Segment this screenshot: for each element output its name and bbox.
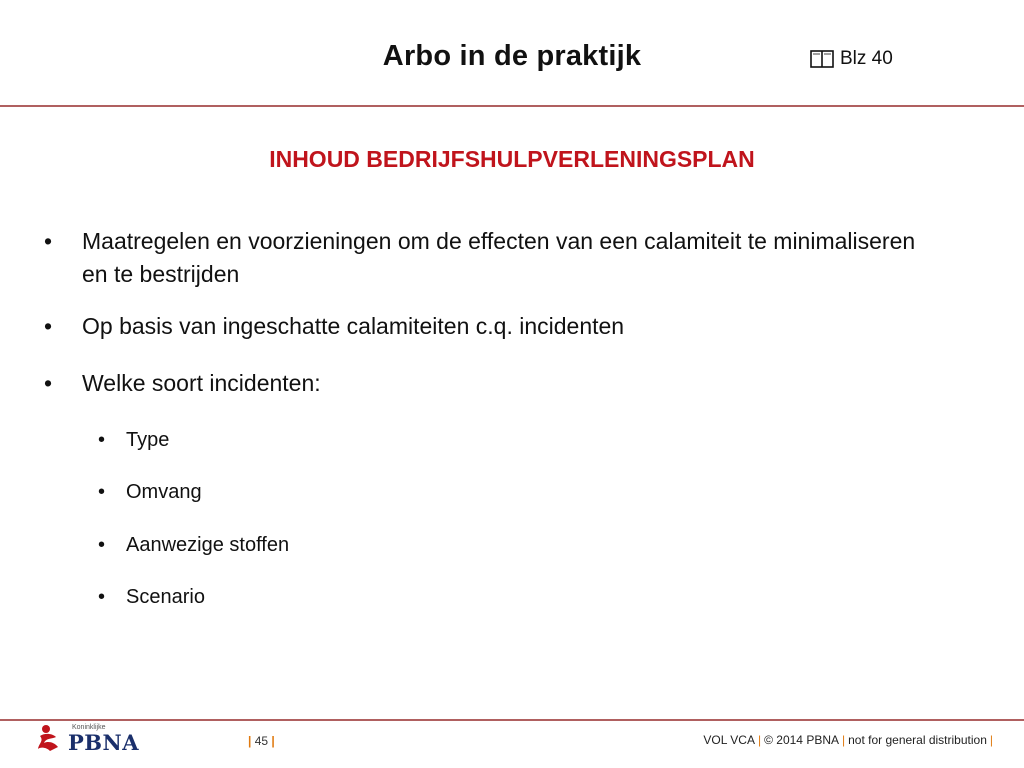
page-number bbox=[248, 734, 275, 748]
bullet-dot: • bbox=[98, 429, 106, 451]
separator: | bbox=[757, 733, 762, 747]
list-item bbox=[40, 310, 940, 343]
distribution-notice: not for general distribution bbox=[848, 733, 987, 747]
bullet-dot: • bbox=[98, 586, 106, 608]
logo-wordmark: PBNA bbox=[68, 730, 140, 755]
footer-notice bbox=[703, 733, 996, 747]
slide-subtitle: INHOUD BEDRIJFSHULPVERLENINGSPLAN bbox=[269, 146, 755, 172]
sub-list-item bbox=[98, 480, 202, 504]
page-reference bbox=[810, 47, 893, 71]
list-item-text: Maatregelen en voorzieningen om de effecten van een calamiteit te minimaliseren en te bestrijden bbox=[82, 228, 916, 287]
separator: | bbox=[271, 734, 275, 748]
separator: | bbox=[248, 734, 252, 748]
book-icon bbox=[810, 50, 834, 68]
sub-list-item-text: Aanwezige stoffen bbox=[126, 534, 290, 556]
sub-list-item bbox=[98, 585, 205, 609]
course-name: VOL VCA bbox=[703, 733, 755, 747]
list-item-text: Op basis van ingeschatte calamiteiten c.q. incidenten bbox=[82, 313, 625, 339]
copyright: © 2014 PBNA bbox=[764, 733, 839, 747]
bullet-dot: • bbox=[44, 313, 53, 339]
list-item-text: Welke soort incidenten: bbox=[82, 370, 321, 396]
sub-list-item-text: Scenario bbox=[126, 586, 205, 608]
bullet-dot: • bbox=[44, 370, 53, 396]
header-divider bbox=[0, 105, 1024, 107]
page-title: Arbo in de praktijk bbox=[382, 40, 642, 72]
page-reference-label: Blz 40 bbox=[840, 48, 893, 69]
bullet-dot: • bbox=[98, 534, 106, 556]
list-item bbox=[40, 225, 940, 291]
footer-divider bbox=[0, 719, 1024, 721]
separator: | bbox=[842, 733, 846, 747]
sub-list-item-text: Type bbox=[126, 429, 170, 451]
pbna-logo bbox=[36, 721, 146, 755]
bullet-dot: • bbox=[98, 481, 106, 503]
sub-list-item bbox=[98, 428, 169, 452]
list-item bbox=[40, 367, 940, 400]
sub-list-item-text: Omvang bbox=[126, 481, 202, 503]
logo-figure-icon bbox=[36, 723, 66, 753]
bullet-dot: • bbox=[44, 228, 53, 254]
page-number-value: 45 bbox=[254, 734, 269, 748]
logo-caption: Koninklijke bbox=[72, 724, 106, 731]
separator: | bbox=[989, 733, 993, 747]
sub-list-item bbox=[98, 533, 289, 557]
